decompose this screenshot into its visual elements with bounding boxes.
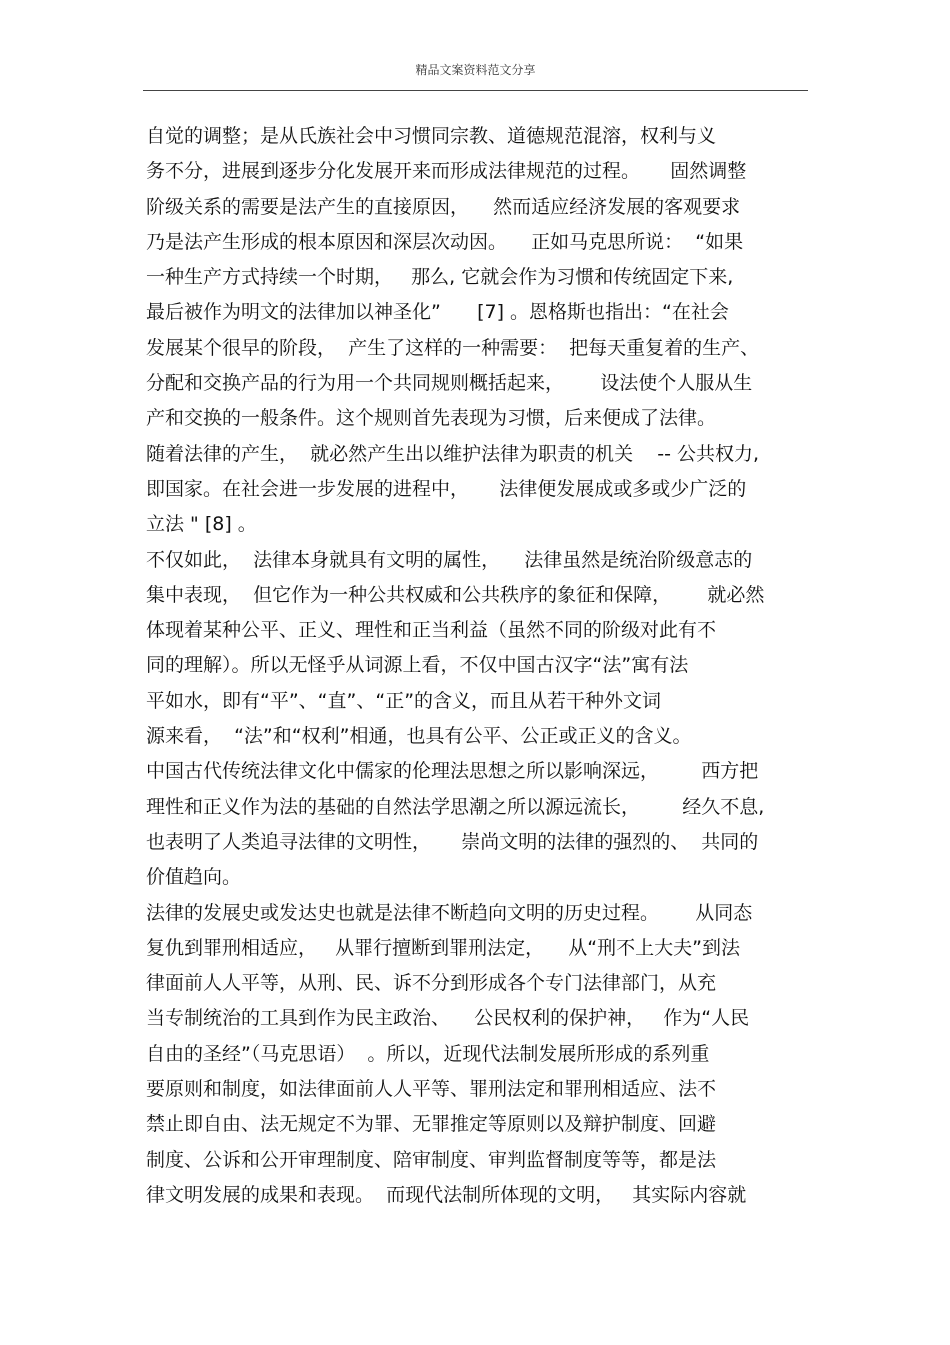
text-line: 要原则和制度，如法律面前人人平等、罪刑法定和罪刑相适应、法不 <box>146 1078 717 1101</box>
text-line: 也表明了人类追寻法律的文明性， 崇尚文明的法律的强烈的、 共同的 <box>146 830 759 853</box>
text-line: 集中表现， 但它作为一种公共权威和公共秩序的象征和保障， 就必然 <box>146 583 765 606</box>
text-line: 乃是法产生形成的根本原因和深层次动因。 正如马克思所说： “如果 <box>146 230 744 253</box>
text-line: 制度、公诉和公开审理制度、陪审制度、审判监督制度等等，都是法 <box>146 1148 717 1171</box>
text-line: 立法 " [8] 。 <box>146 513 257 536</box>
text-line: 一种生产方式持续一个时期， 那么, 它就会作为习惯和传统固定下来, <box>146 266 734 289</box>
text-line: 务不分，进展到逐步分化发展开来而形成法律规范的过程。 固然调整 <box>146 160 747 183</box>
text-line: 阶级关系的需要是法产生的直接原因， 然而适应经济发展的客观要求 <box>146 195 741 218</box>
text-line: 自由的圣经”（马克思语） 。所以，近现代法制发展所形成的系列重 <box>146 1042 710 1065</box>
text-line: 理性和正义作为法的基础的自然法学思潮之所以源远流长， 经久不息, <box>146 795 765 818</box>
text-line: 分配和交换产品的行为用一个共同规则概括起来， 设法使个人服从生 <box>146 372 753 395</box>
text-line: 当专制统治的工具到作为民主政治、 公民权利的保护神， 作为“人民 <box>146 1007 750 1030</box>
text-line: 律面前人人平等，从刑、民、诉不分到形成各个专门法律部门，从充 <box>146 972 717 995</box>
text-line: 不仅如此， 法律本身就具有文明的属性， 法律虽然是统治阶级意志的 <box>146 548 753 571</box>
text-line: 价值趋向。 <box>146 866 242 889</box>
text-line: 平如水，即有“平”、“直”、“正”的含义，而且从若干种外文词 <box>146 689 662 712</box>
text-line: 最后被作为明文的法律加以神圣化” [7] 。恩格斯也指出：“在社会 <box>146 301 729 324</box>
page-header-title: 精品文案资料范文分享 <box>415 63 536 77</box>
text-line: 即国家。在社会进一步发展的进程中， 法律便发展成或多或少广泛的 <box>146 477 747 500</box>
text-line: 同的理解）。所以无怪乎从词源上看，不仅中国古汉字“法”寓有法 <box>146 654 689 677</box>
body-text <box>146 119 818 1213</box>
text-line: 律文明发展的成果和表现。 而现代法制所体现的文明， 其实际内容就 <box>146 1183 747 1206</box>
text-line: 源来看， “法”和“权利”相通，也具有公平、公正或正义的含义。 <box>146 725 692 748</box>
text-line: 中国古代传统法律文化中儒家的伦理法思想之所以影响深远， 西方把 <box>146 760 759 783</box>
text-line: 复仇到罪刑相适应， 从罪行擅断到罪刑法定， 从“刑不上大夫”到法 <box>146 936 740 959</box>
text-line: 法律的发展史或发达史也就是法律不断趋向文明的历史过程。 从同态 <box>146 901 753 924</box>
header-divider <box>143 90 808 91</box>
text-line: 随着法律的产生， 就必然产生出以维护法律为职责的机关 -- 公共权力, <box>146 442 760 465</box>
text-line: 自觉的调整；是从氏族社会中习惯同宗教、道德规范混溶，权利与义 <box>146 125 717 147</box>
text-line: 禁止即自由、法无规定不为罪、无罪推定等原则以及辩护制度、回避 <box>146 1113 717 1136</box>
text-line: 体现着某种公平、正义、理性和正当利益（虽然不同的阶级对此有不 <box>146 619 717 642</box>
text-line: 发展某个很早的阶段， 产生了这样的一种需要： 把每天重复着的生产、 <box>146 336 760 359</box>
text-line: 产和交换的一般条件。这个规则首先表现为习惯，后来便成了法律。 <box>146 407 717 430</box>
